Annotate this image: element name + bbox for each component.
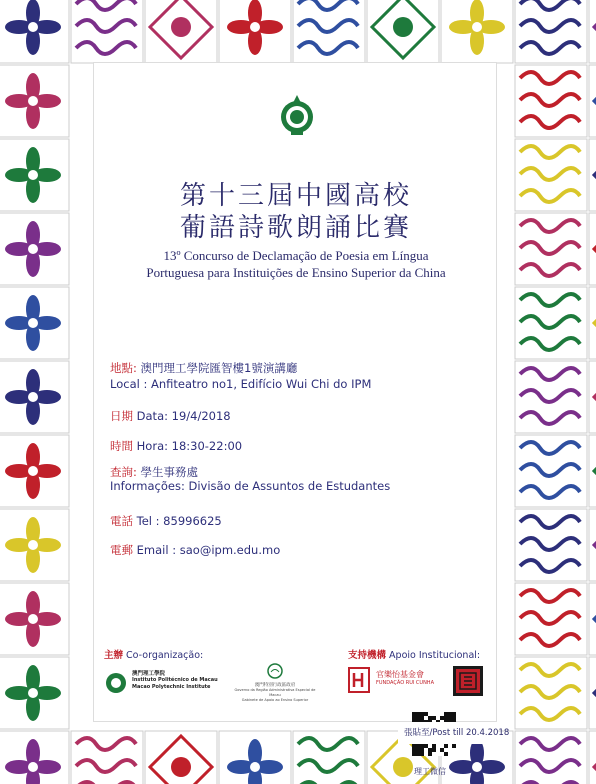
- fundacao-logo: [348, 665, 448, 699]
- decor-tile: [293, 0, 365, 63]
- support-label-pt: Apoio Institucional:: [389, 650, 481, 661]
- decor-tile: [367, 0, 439, 63]
- fundacao-cn: 官樂怡基金會: [376, 670, 424, 679]
- decor-tile: [0, 657, 69, 729]
- coorg-label-pt: Co-organização:: [126, 650, 204, 661]
- decor-tile: [515, 287, 587, 359]
- gov-logo-line3: Gabinete de Apoio ao Ensino Superior: [241, 698, 309, 702]
- decor-tile: [515, 65, 587, 137]
- decor-tile: [589, 287, 596, 359]
- gov-logo-line1: 澳門特別行政區政府: [254, 683, 296, 688]
- post-till-label: 張貼至/Post till 20.4.2018: [398, 722, 498, 744]
- decor-tile: [441, 0, 513, 63]
- coorg-heading: [104, 647, 203, 661]
- ipm-logo-cn: 澳門理工學院: [132, 671, 166, 677]
- date-label: 日期: [110, 409, 133, 423]
- enquiry-value-cn: 學生事務處: [140, 465, 199, 479]
- phone-value: Tel : 85996625: [136, 514, 222, 528]
- title-pt-line1: 13º Concurso de Declamação de Poesia em Língua: [163, 248, 429, 263]
- coorg-label-cn: 主辦: [104, 650, 124, 661]
- date-value: Data: 19/4/2018: [136, 409, 231, 423]
- decor-tile: [515, 435, 587, 507]
- phone-line: [110, 514, 222, 529]
- ipm-logo-pt: Instituto Politécnico de Macau: [132, 677, 218, 683]
- decor-tile: [589, 0, 596, 63]
- decor-tile: [515, 361, 587, 433]
- decor-tile: [589, 213, 596, 285]
- decor-tile: [515, 657, 587, 729]
- decor-tile: [515, 139, 587, 211]
- enquiry-line-cn: [110, 465, 198, 480]
- decor-tile: [589, 583, 596, 655]
- title-pt-line2: Portuguesa para Instituições de Ensino Superior da China: [146, 265, 446, 280]
- decor-tile: [219, 731, 291, 784]
- decor-tile: [71, 731, 143, 784]
- fundacao-pt: FUNDAÇÃO RUI CUNHA: [376, 680, 434, 686]
- gov-logo: [230, 663, 320, 701]
- title-cn-line1: 第十三屆中國高校: [179, 181, 412, 211]
- decor-tile: [145, 0, 217, 63]
- decor-tile: [515, 583, 587, 655]
- time-line: [110, 439, 242, 454]
- fundacao-mark-icon: [348, 667, 370, 693]
- decor-tile: [71, 0, 143, 63]
- wechat-label: 理工微信: [414, 767, 446, 776]
- ipm-logo-en: Macao Polytechnic Institute: [132, 684, 211, 690]
- decor-tile: [0, 0, 69, 63]
- ipm-small-emblem-icon: [104, 669, 128, 695]
- support-heading: [348, 647, 480, 661]
- decor-tile: [589, 65, 596, 137]
- time-value: Hora: 18:30-22:00: [136, 439, 243, 453]
- decor-tile: [0, 583, 69, 655]
- decor-tile: [589, 731, 596, 784]
- ipm-logo: [104, 667, 224, 697]
- decor-tile: [145, 731, 217, 784]
- email-label: 電郵: [110, 543, 133, 557]
- decor-tile: [0, 65, 69, 137]
- decor-tile: [515, 731, 587, 784]
- decor-tile: [0, 731, 69, 784]
- decor-tile: [0, 435, 69, 507]
- decor-tile: [589, 435, 596, 507]
- title-cn-line2: 葡語詩歌朗誦比賽: [179, 213, 412, 243]
- decor-tile: [0, 213, 69, 285]
- location-value-cn: 澳門理工學院匯智樓1號演講廳: [140, 361, 298, 375]
- seal-stamp-icon: [452, 665, 484, 697]
- decor-tile: [589, 509, 596, 581]
- email-line: [110, 543, 280, 558]
- decor-tile: [589, 657, 596, 729]
- phone-label: 電話: [110, 514, 133, 528]
- location-line-cn: [110, 361, 297, 376]
- date-line: [110, 409, 231, 424]
- decor-tile: [293, 731, 365, 784]
- decor-tile: [0, 361, 69, 433]
- time-label: 時間: [110, 439, 133, 453]
- support-label-cn: 支持機構: [348, 650, 387, 661]
- decor-tile: [0, 139, 69, 211]
- poster-panel: [93, 62, 497, 722]
- enquiry-line-pt: Informações: Divisão de Assuntos de Estudantes: [110, 479, 391, 493]
- gov-logo-line2: Governo da Região Administrativa Especial de Macau: [234, 688, 316, 697]
- ipm-emblem-icon: [277, 93, 317, 137]
- macau-emblem-icon: [267, 663, 283, 679]
- email-value: Email : sao@ipm.edu.mo: [136, 543, 281, 557]
- decor-tile: [515, 213, 587, 285]
- decor-tile: [589, 139, 596, 211]
- decor-tile: [0, 287, 69, 359]
- decor-tile: [0, 509, 69, 581]
- location-label: 地點:: [110, 361, 137, 375]
- location-line-pt: Local : Anfiteatro no1, Edifício Wui Chi do IPM: [110, 377, 372, 391]
- enquiry-label: 查詢:: [110, 465, 137, 479]
- decor-tile: [219, 0, 291, 63]
- decor-tile: [589, 361, 596, 433]
- decor-tile: [515, 0, 587, 63]
- decor-tile: [515, 509, 587, 581]
